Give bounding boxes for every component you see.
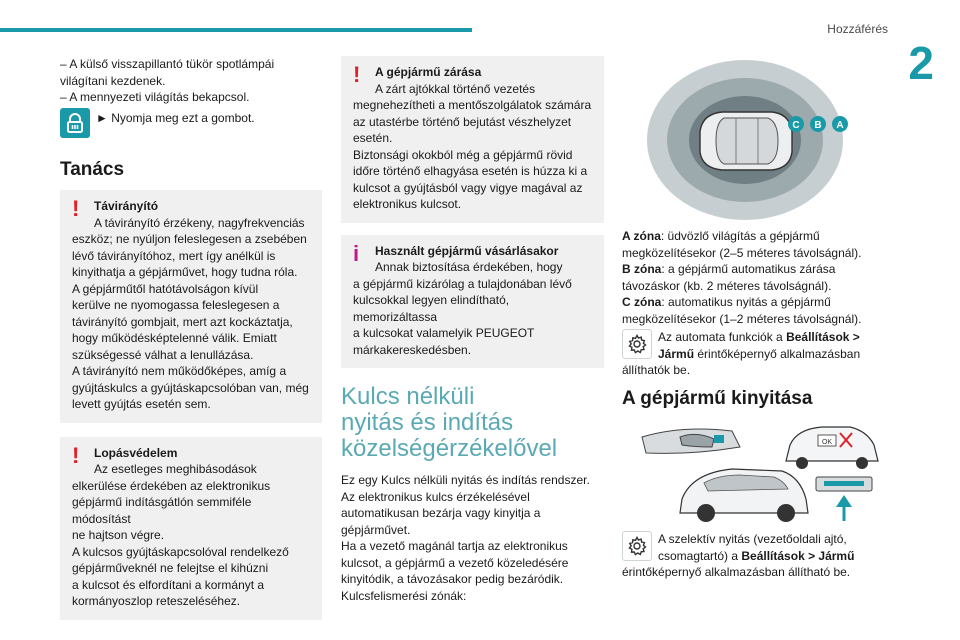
text-line: gépjármű indításgátlón semmiféle módosítást: [72, 495, 252, 526]
text-line: érintőképernyő alkalmazásban állítható be.: [622, 565, 851, 579]
zone-b-line: B zóna: a gépjármű automatikus zárása: [622, 262, 836, 276]
text-line: kulcsokkal legyen elindítható, memorizáltassa: [353, 293, 510, 324]
heading-line: közelségérzékelővel: [341, 435, 558, 462]
warning-icon: !: [353, 62, 361, 87]
vehicle-locking-box: [341, 56, 604, 223]
text-line: elektronikus kulcsot.: [353, 197, 462, 211]
text-line: A távirányító nem működőképes, amíg a: [72, 364, 287, 378]
keyless-zones-illustration: [622, 56, 884, 224]
text-line: szükségessé válhat a lenullázása.: [72, 347, 254, 362]
text-line: megnehezítheti a mentőszolgálatok számára: [353, 98, 592, 112]
chapter-number: 2: [908, 37, 934, 89]
zone-a-line: megközelítésekor (2–5 méteres távolságnál).: [622, 245, 862, 260]
heading-line: Kulcs nélküli: [341, 383, 475, 410]
text-line: kerülve ne nyomogassa feleslegesen a: [72, 298, 280, 312]
gear-icon: [622, 329, 652, 359]
text-line: hogy működésképtelenné válik. Emiatt: [72, 331, 277, 345]
tanacs-heading: Tanács: [60, 158, 125, 180]
lock-icon: [60, 108, 90, 138]
box-title: Távirányító: [94, 199, 159, 213]
text-line: márkakereskedésben.: [353, 342, 472, 357]
text-line: Ha a vezető magánál tartja az elektronikus: [341, 539, 568, 553]
zone-c-line: C zóna: automatikus nyitás a gépjármű: [622, 295, 831, 309]
text-line: a kulcsokat valamelyik PEUGEOT: [353, 326, 535, 340]
text-line: kulcsot a gyújtásból vagy vigye magával az: [353, 180, 583, 195]
zone-label: C: [792, 120, 800, 131]
zone-b-line: távozáskor (kb. 2 méteres távolságnál).: [622, 278, 832, 293]
column-3: [622, 56, 884, 581]
box-title: Használt gépjármű vásárlásakor: [375, 243, 559, 258]
text-line: eszköz; ne nyúljon feleslegesen a zsebében: [72, 232, 307, 246]
column-1: [60, 56, 322, 620]
warning-icon: !: [72, 442, 80, 468]
svg-text:OK: OK: [821, 439, 833, 446]
text-line: esetén.: [353, 131, 393, 145]
text-line: automatikusan bezárja vagy kinyitja a: [341, 506, 541, 520]
car-top-view: [700, 112, 792, 170]
text-line: kinyitódik, a távozásakor pedig bezáródik.: [341, 572, 564, 586]
text-line: A kulcsos gyújtáskapcsolóval rendelkező: [72, 544, 289, 559]
text-line: gépjárműveknél ne felejtse el kihúzni: [72, 561, 269, 575]
text-line: kinyithatja a gépjárművet, hogy tudna róla.: [72, 265, 298, 279]
theft-protection-box: [60, 437, 322, 620]
text-line: Biztonsági okokból még a gépjármű rövid: [353, 147, 573, 162]
text-line: A zárt ajtókkal történő vezetés: [375, 81, 536, 96]
text-line: gépjárművet.: [341, 522, 411, 537]
trunk-handle: [816, 477, 872, 491]
text-line: gyújtáskulcs a gyújtáskapcsolóban van, még: [72, 380, 309, 395]
zone-label: B: [814, 120, 822, 131]
zone-label: A: [836, 120, 844, 131]
text-line: lévő távirányítóhoz, mert így anélkül is: [72, 248, 276, 263]
lock-instruction: [60, 108, 322, 138]
door-handle-hand: [642, 429, 740, 453]
text-line: Ez egy Kulcs nélküli nyitás és indítás rendszer.: [341, 473, 590, 487]
text-line: A távirányító érzékeny, nagyfrekvenciás: [94, 215, 305, 230]
text-line: – A mennyezeti világítás bekapcsol.: [60, 90, 250, 104]
used-vehicle-box: [341, 235, 604, 369]
arrow-up-icon: [836, 495, 852, 521]
car-rear-view: [680, 469, 808, 522]
text-line: Az esetleges meghibásodások: [94, 462, 257, 476]
heading-line: nyitás és indítás: [341, 409, 514, 436]
unlock-illustration: [622, 417, 884, 523]
unlock-heading: A gépjármű kinyitása: [622, 387, 813, 409]
gear-icon: [622, 531, 652, 561]
text-line: állíthatók be.: [622, 363, 691, 377]
section-title: Hozzáférés: [827, 22, 888, 36]
remote-control-box: [60, 190, 322, 423]
text-line: levett gyújtás esetén sem.: [72, 397, 211, 411]
text-line: ne hajtson végre.: [72, 528, 165, 542]
text-line: távirányító gombjait, mert azt kockáztatja,: [72, 314, 293, 329]
box-title: Lopásvédelem: [94, 445, 178, 460]
text-line: a gépjármű kizárólag a tulajdonában lévő: [353, 276, 572, 291]
text-line: – A külső visszapillantó tükör spotlámpái: [60, 57, 275, 71]
zone-a-line: A zóna: üdvözlő világítás a gépjármű: [622, 229, 820, 243]
text-line: kormányoszlop reteszeléséhez.: [72, 594, 241, 608]
keyless-heading: [341, 384, 604, 462]
text-line: Kulcsfelismerési zónák:: [341, 588, 467, 603]
text-line: elkerülése érdekében az elektronikus: [72, 478, 271, 493]
text-line: Annak biztosítása érdekében, hogy: [375, 260, 563, 274]
header-accent-bar: [0, 28, 472, 32]
column-2: [341, 56, 604, 604]
auto-settings-note: Az automata funkciók a Beállítások > Jármű érintőképernyő alkalmazásban: [622, 329, 884, 362]
text-line: az utastérbe történő bejutást vészhelyzet: [353, 114, 572, 129]
info-icon: i: [353, 240, 360, 266]
text-line: a kulcsot és elfordítani a kormányt a: [72, 577, 265, 592]
selective-unlock-note: A szelektív nyitás (vezetőoldali ajtó, csomagtartó) a Beállítások > Jármű: [622, 531, 884, 564]
zone-c-line: megközelítésekor (1–2 méteres távolságnál).: [622, 311, 862, 326]
car-front-ok: [786, 427, 878, 469]
text-line: A gépjárműtől hatótávolságon kívül: [72, 281, 259, 296]
box-title: A gépjármű zárása: [375, 65, 482, 79]
text-line: Az elektronikus kulcs érzékelésével: [341, 489, 530, 504]
text-line: világítani kezdenek.: [60, 73, 166, 88]
text-line: kulcsot, a gépjármű a vezető közeledésére: [341, 555, 569, 570]
text-line: időre történő elhagyása esetén is húzza ki a: [353, 164, 588, 178]
warning-icon: !: [72, 196, 80, 221]
lock-instruction-text: ► Nyomja meg ezt a gombot.: [96, 110, 255, 125]
